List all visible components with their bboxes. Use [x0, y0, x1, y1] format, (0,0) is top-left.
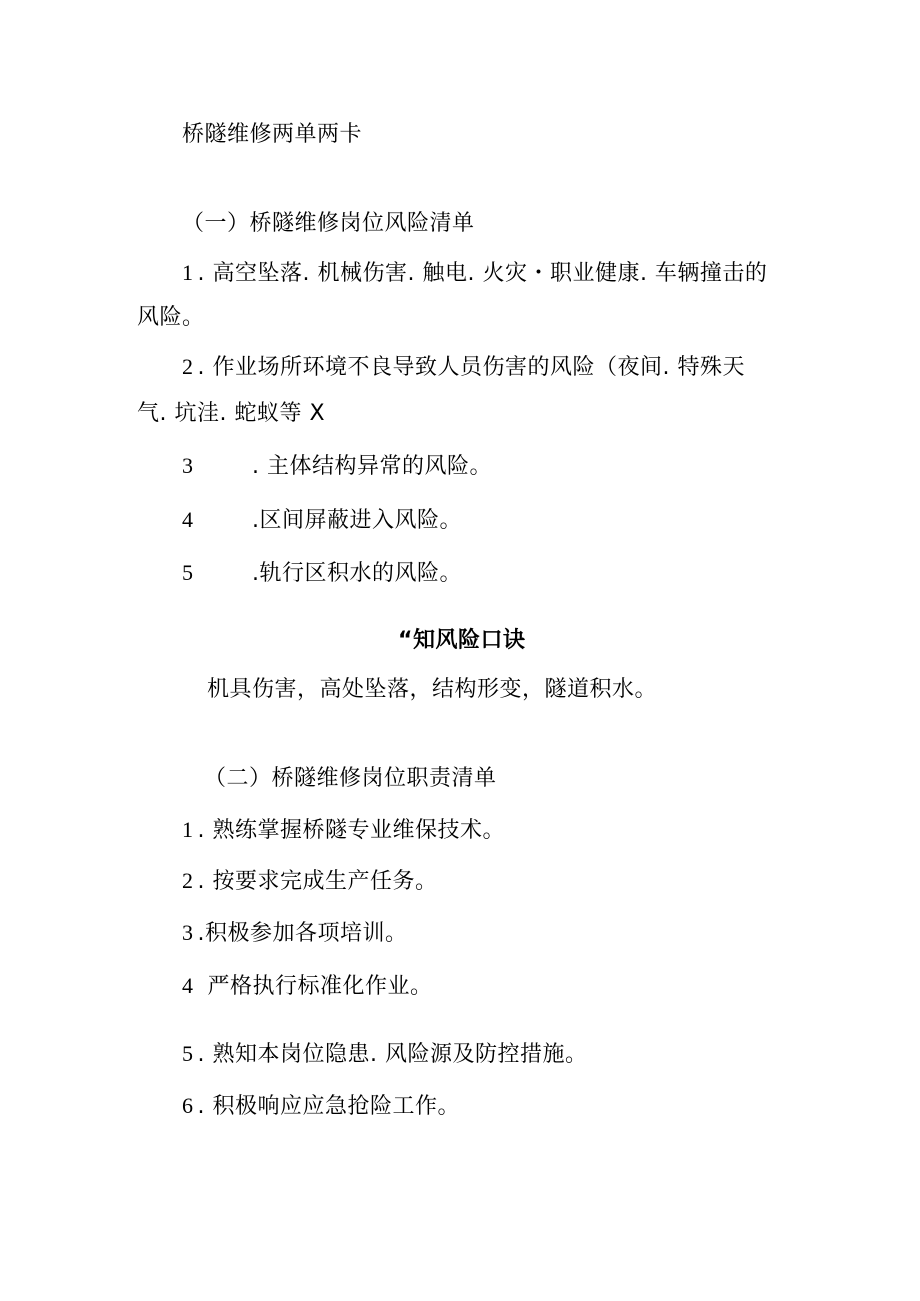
duty-item-3-text: .积极参加各项培训。 [197, 921, 408, 946]
duty-item-1-text: . 熟练掌握桥隧专业维保技术。 [197, 818, 505, 843]
risk-item-4 [182, 505, 462, 536]
risk-item-2-continuation: 气. 坑洼. 蛇蚁等 X [137, 401, 326, 426]
risk-item-2-number: 2 [182, 354, 194, 379]
duty-item-6-text: . 积极响应应急抢险工作。 [197, 1094, 460, 1119]
mnemonic-text: 机具伤害，高处坠落，结构形变，隧道积水。 [207, 677, 658, 702]
risk-item-5-number: 5 [182, 560, 194, 585]
duty-item-2-text: . 按要求完成生产任务。 [197, 869, 438, 894]
duty-item-3 [182, 918, 408, 949]
risk-item-1 [182, 258, 767, 289]
duty-item-2-number: 2 [182, 868, 194, 893]
duty-item-6 [182, 1091, 460, 1122]
duty-item-6-number: 6 [182, 1093, 194, 1118]
risk-item-5 [182, 558, 462, 589]
duty-item-2 [182, 866, 438, 897]
mnemonic-title: “知风险口诀 [398, 628, 526, 653]
risk-item-3-text: . 主体结构异常的风险。 [252, 454, 492, 479]
risk-item-4-number: 4 [182, 507, 194, 532]
risk-item-4-text: .区间屏蔽进入风险。 [252, 508, 462, 533]
duty-item-5-number: 5 [182, 1041, 194, 1066]
risk-item-1-text: . 高空坠落. 机械伤害. 触电. 火灾・职业健康. 车辆撞击的 [197, 261, 768, 286]
duty-item-1-number: 1 [182, 817, 194, 842]
duty-item-5-text: . 熟知本岗位隐患. 风险源及防控措施。 [197, 1042, 588, 1067]
duty-item-5 [182, 1039, 587, 1070]
risk-item-3-number: 3 [182, 453, 194, 478]
duty-item-4-number: 4 [182, 973, 194, 998]
duty-item-4-text: 严格执行标准化作业。 [207, 974, 433, 999]
duty-item-3-number: 3 [182, 920, 194, 945]
risk-item-1-number: 1 [182, 260, 194, 285]
duty-item-4 [182, 971, 433, 1002]
section1-heading: （一）桥隧维修岗位风险清单 [182, 211, 475, 236]
document-title: 桥隧维修两单两卡 [182, 122, 363, 147]
risk-item-1-continuation: 风险。 [137, 305, 205, 330]
duty-item-1 [182, 815, 505, 846]
risk-item-2 [182, 352, 745, 383]
risk-item-3 [182, 451, 492, 482]
risk-item-5-text: .轨行区积水的风险。 [252, 561, 462, 586]
risk-item-2-text: . 作业场所环境不良导致人员伤害的风险（夜间. 特殊天 [197, 355, 745, 380]
section2-heading: （二）桥隧维修岗位职责清单 [204, 766, 497, 791]
